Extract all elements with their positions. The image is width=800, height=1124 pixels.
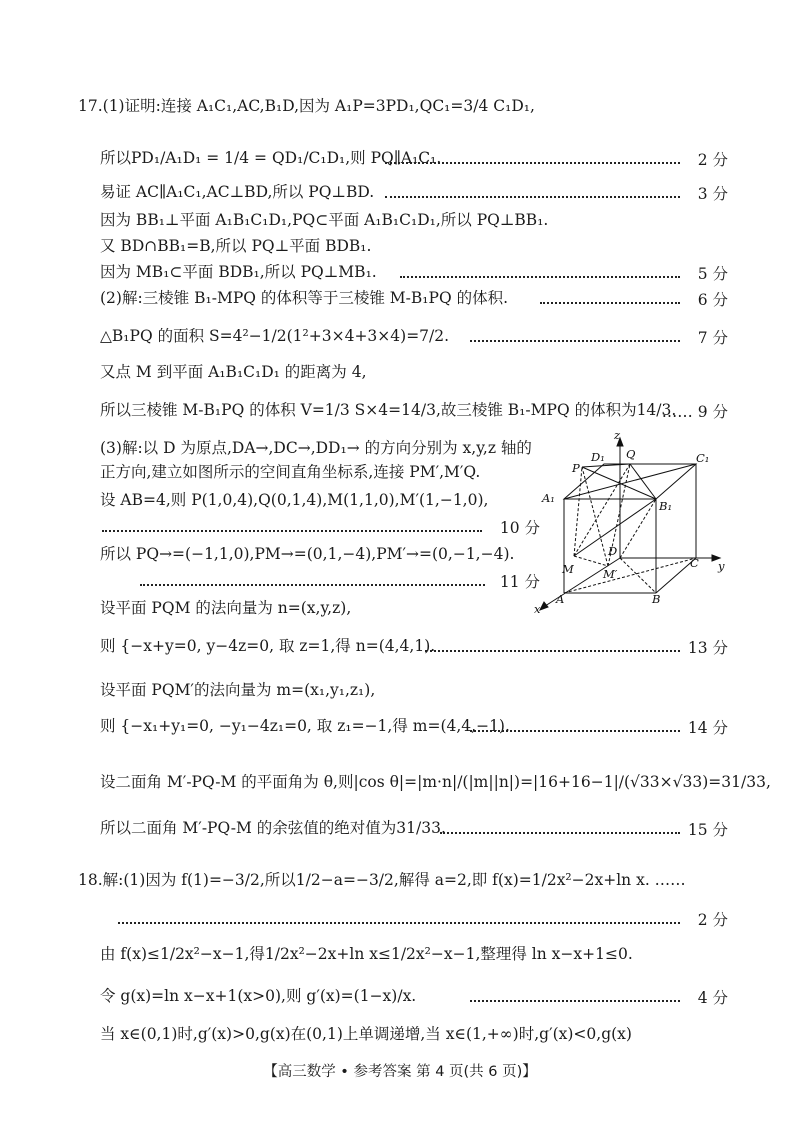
line-coords: 正方向,建立如图所示的空间直角坐标系,连接 PM′,M′Q.	[100, 463, 481, 481]
score-3: 3 分	[697, 185, 728, 203]
line-monotone: 当 x∈(0,1)时,g′(x)>0,g(x)在(0,1)上单调递增,当 x∈(1,+∞)时,g′(x)<0,g(x)	[100, 1025, 632, 1043]
line-g: 令 g(x)=ln x−x+1(x>0),则 g′(x)=(1−x)/x.	[100, 987, 417, 1005]
label-d1: D₁	[591, 450, 605, 464]
score-7: 7 分	[697, 329, 728, 347]
dot-leader	[470, 730, 680, 732]
label-c: C	[690, 556, 699, 570]
line-volume: 所以三棱锥 M-B₁PQ 的体积 V=1/3 S×4=14/3,故三棱锥 B₁-MPQ 的体积为14/3.	[100, 401, 677, 419]
line-bd-cap: 又 BD∩BB₁=B,所以 PQ⊥平面 BDB₁.	[100, 237, 372, 255]
label-q: Q	[626, 447, 636, 461]
line-distance: 又点 M 到平面 A₁B₁C₁D₁ 的距离为 4,	[100, 363, 367, 381]
diag-db1	[620, 499, 656, 558]
line-points: 设 AB=4,则 P(1,0,4),Q(0,1,4),M(1,1,0),M′(1,−1,0),	[100, 491, 489, 509]
line-abs-value: 所以二面角 M′-PQ-M 的余弦值的绝对值为31/33.	[100, 819, 446, 837]
line-cos: 设二面角 M′-PQ-M 的平面角为 θ,则|cos θ|=|m·n|/(|m||n|)=|16+16−1|/(√33×√33)=31/33,	[100, 773, 771, 791]
label-m-prime: M′	[603, 567, 618, 581]
line-normal-m: 设平面 PQM′的法向量为 m=(x₁,y₁,z₁),	[100, 681, 376, 699]
line-18-1: 18.解:(1)因为 f(1)=−3/2,所以1/2−a=−3/2,解得 a=2,即 f(x)=1/2x²−2x+ln x. ……	[78, 871, 686, 889]
label-a: A	[556, 592, 565, 606]
line-17-1: 17.(1)证明:连接 A₁C₁,AC,B₁D,因为 A₁P=3PD₁,QC₁=3/4 C₁D₁,	[78, 97, 535, 115]
dot-leader	[425, 650, 680, 652]
diag-db	[620, 558, 656, 593]
score-18-4: 4 分	[697, 989, 728, 1007]
label-x: x	[534, 602, 541, 615]
dot-leader	[140, 584, 485, 586]
line-ratio: 所以PD₁/A₁D₁ = 1/4 = QD₁/C₁D₁,则 PQ∥A₁C₁.	[100, 149, 442, 167]
page-footer: 【高三数学 • 参考答案 第 4 页(共 6 页)】	[263, 1064, 537, 1080]
line-mb1: 因为 MB₁⊂平面 BDB₁,所以 PQ⊥MB₁.	[100, 263, 377, 281]
label-c1: C₁	[696, 451, 710, 465]
line-ac-parallel: 易证 AC∥A₁C₁,AC⊥BD,所以 PQ⊥BD.	[100, 183, 375, 201]
edge-mm2	[574, 556, 608, 566]
label-d: D	[608, 544, 618, 558]
score-18-2: 2 分	[697, 911, 728, 929]
score-2: 2 分	[697, 151, 728, 169]
edge-qm	[574, 464, 630, 556]
label-z: z	[614, 430, 621, 442]
line-part3: (3)解:以 D 为原点,DA→,DC→,DD₁→ 的方向分别为 x,y,z 轴的	[100, 439, 532, 457]
score-10: 10 分	[499, 519, 540, 537]
x-axis-arrow	[540, 602, 548, 610]
line-system-n: 则 {−x+y=0, y−4z=0, 取 z=1,得 n=(4,4,1).	[100, 637, 436, 655]
dot-leader	[440, 832, 680, 834]
score-5: 5 分	[697, 265, 728, 283]
label-m: M	[562, 562, 574, 576]
line-system-m: 则 {−x₁+y₁=0, −y₁−4z₁=0, 取 z₁=−1,得 m=(4,4,−1).	[100, 717, 510, 735]
edge-pm2	[582, 467, 608, 566]
line-normal-n: 设平面 PQM 的法向量为 n=(x,y,z),	[100, 599, 352, 617]
label-b: B	[652, 592, 661, 606]
dot-leader	[385, 162, 680, 164]
dot-leader	[400, 276, 680, 278]
score-13: 13 分	[687, 639, 728, 657]
score-15: 15 分	[687, 821, 728, 839]
label-b1: B₁	[659, 499, 673, 513]
line-bb1: 因为 BB₁⊥平面 A₁B₁C₁D₁,PQ⊂平面 A₁B₁C₁D₁,所以 PQ⊥BB₁.	[100, 211, 549, 229]
dot-leader	[540, 302, 680, 304]
dot-leader	[385, 196, 680, 198]
cube-figure	[528, 430, 728, 615]
score-6: 6 分	[697, 291, 728, 309]
dot-leader	[102, 530, 482, 532]
score-14: 14 分	[687, 719, 728, 737]
edge-pm	[574, 467, 582, 556]
label-p: P	[572, 461, 580, 475]
label-y: y	[718, 559, 725, 573]
dot-leader	[470, 340, 680, 342]
score-9: …… 9 分	[661, 403, 728, 421]
line-vectors: 所以 PQ→=(−1,1,0),PM→=(0,1,−4),PM′→=(0,−1,−4).	[100, 545, 515, 563]
dot-leader	[470, 1000, 680, 1002]
label-a1: A₁	[542, 491, 555, 505]
dot-leader	[118, 922, 680, 924]
line-area: △B₁PQ 的面积 S=4²−1/2(1²+3×4+3×4)=7/2.	[100, 327, 450, 345]
line-ineq: 由 f(x)≤1/2x²−x−1,得1/2x²−2x+ln x≤1/2x²−x−1,整理得 ln x−x+1≤0.	[100, 945, 633, 963]
line-part2: (2)解:三棱锥 B₁-MPQ 的体积等于三棱锥 M-B₁PQ 的体积.	[100, 289, 509, 307]
score-11: 11 分	[499, 573, 540, 591]
